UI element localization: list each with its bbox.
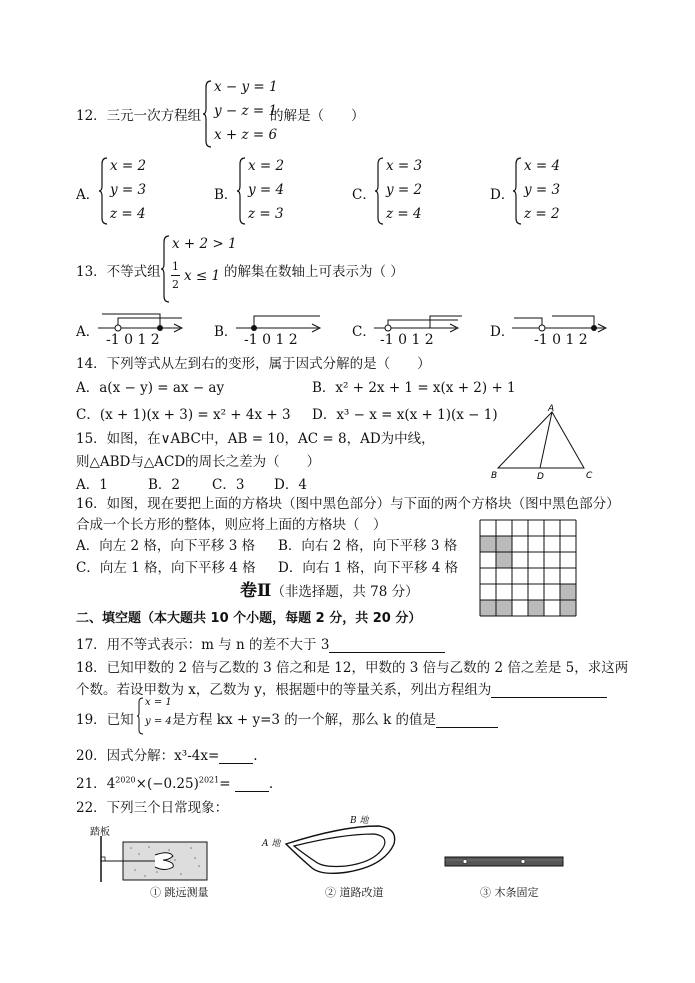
q14-stem: 14．下列等式从左到右的变形，属于因式分解的是（ ） <box>76 356 431 372</box>
q15-option-d: D．4 <box>274 477 307 493</box>
board-label: 踏板 <box>90 827 110 838</box>
shaded-cell <box>560 600 576 616</box>
q13-stem: 13．不等式组 <box>76 264 161 280</box>
q13-suffix: 的解集在数轴上可表示为（ ） <box>224 264 404 280</box>
caption-2: ② 道路改道 <box>325 886 384 899</box>
shaded-cell <box>496 600 512 616</box>
q16-option-a: A．向左 2 格，向下平移 3 格 <box>76 538 256 554</box>
shaded-cell <box>480 600 496 616</box>
q17: 17．用不等式表示：m 与 n 的差不大于 3 <box>76 633 445 653</box>
part2-heading: 卷Ⅱ（非选择题，共 78 分） <box>240 581 419 601</box>
option-label: A． <box>76 324 100 340</box>
option-label: B． <box>214 324 238 340</box>
answer-blank[interactable] <box>329 638 445 653</box>
long-jump-figure <box>95 836 213 882</box>
road-figure <box>282 822 400 880</box>
left-brace-icon <box>98 156 108 226</box>
b-place-label: B 地 <box>350 816 369 826</box>
wood-strip-figure <box>443 854 567 870</box>
left-brace-icon <box>374 156 384 226</box>
q22-stem: 22．下列三个日常现象： <box>76 800 229 816</box>
option-label: C． <box>352 324 376 340</box>
q12-option-c: x = 3 y = 2 z = 4 <box>374 156 444 226</box>
grid-figure <box>479 519 579 617</box>
left-brace-icon <box>160 234 170 304</box>
q19-suffix: 是方程 kx + y=3 的一个解，那么 k 的值是 <box>172 708 498 728</box>
answer-blank[interactable] <box>491 683 607 698</box>
label-a: A <box>548 404 555 414</box>
shaded-cell <box>496 552 512 568</box>
option-label: D． <box>490 187 515 203</box>
section2-heading: 二、填空题（本大题共 10 个小题，每题 2 分，共 20 分） <box>76 611 422 626</box>
option-label: B． <box>214 187 238 203</box>
option-label: D． <box>490 324 515 340</box>
q16-option-d: D．向右 1 格，向下平移 4 格 <box>278 560 459 576</box>
q13-system: x + 2 > 1 1 2 x ≤ 1 <box>160 234 230 304</box>
axis-ticks: -1 0 1 2 <box>106 332 160 348</box>
q18-line1: 18．已知甲数的 2 倍与乙数的 3 倍之和是 12，甲数的 3 倍与乙数的 2 倍之差是 5，求这两 <box>76 660 629 676</box>
q15-option-a: A．1 <box>76 477 108 493</box>
equation-line: y − z = 1 <box>214 103 278 119</box>
axis-ticks: -1 0 1 2 <box>380 332 434 348</box>
q19-prefix: 19．已知 <box>76 712 134 728</box>
q16-option-b: B．向右 2 格，向下平移 3 格 <box>278 538 458 554</box>
left-brace-icon <box>512 156 522 226</box>
option-label: C． <box>352 187 376 203</box>
triangle-figure <box>488 402 598 482</box>
q12-suffix: 的解是（ ） <box>270 108 365 124</box>
shaded-cell <box>480 536 496 552</box>
q16-line2: 合成一个长方形的整体，则应将上面的方格块（ ） <box>76 517 387 533</box>
left-brace-icon <box>202 79 212 149</box>
shaded-cell <box>496 536 512 552</box>
shaded-cell <box>560 584 576 600</box>
q16-line1: 16．如图，现在要把上面的方格块（图中黑色部分）与下面的两个方格块（图中黑色部分） <box>76 496 620 512</box>
shaded-cell <box>528 600 544 616</box>
q15-option-c: C．3 <box>212 477 245 493</box>
q18-line2: 个数。若设甲数为 x，乙数为 y，根据题中的等量关系，列出方程组为 <box>76 678 607 698</box>
q15-line1: 15．如图，在∨ABC中，AB = 10，AC = 8，AD为中线， <box>76 431 435 447</box>
q16-option-c: C．向左 1 格，向下平移 4 格 <box>76 560 256 576</box>
option-label: A． <box>76 187 100 203</box>
left-brace-icon <box>136 697 144 735</box>
q19-system: x = 1 y = 4 <box>136 697 176 737</box>
q21: 21．$4^{2020}\times(-0.25)^{2021}=$ . <box>76 775 274 792</box>
caption-1: ① 跳远测量 <box>150 886 209 899</box>
answer-blank[interactable] <box>219 749 253 764</box>
caption-3: ③ 木条固定 <box>480 886 539 899</box>
answer-blank[interactable] <box>235 777 269 792</box>
axis-ticks: -1 0 1 2 <box>244 332 298 348</box>
q14-option-d: D．x³ − x = x(x + 1)(x − 1) <box>312 407 498 423</box>
q14-option-b: B．x² + 2x + 1 = x(x + 2) + 1 <box>312 380 516 396</box>
equation-line: x − y = 1 <box>214 79 278 95</box>
q20: 20．因式分解：x³-4x= . <box>76 748 258 764</box>
q14-option-a: A．a(x − y) = ax − ay <box>76 380 225 396</box>
q12-option-d: x = 4 y = 3 z = 2 <box>512 156 582 226</box>
equation-line: x + z = 6 <box>214 127 278 143</box>
axis-ticks: -1 0 1 2 <box>534 332 588 348</box>
answer-blank[interactable] <box>436 713 498 728</box>
a-place-label: A 地 <box>262 839 281 849</box>
q15-line2: 则△ABD与△ACD的周长之差为（ ） <box>76 454 321 470</box>
q15-option-b: B．2 <box>148 477 181 493</box>
label-d: D <box>537 472 544 482</box>
q12-stem: 12．三元一次方程组 <box>76 108 202 124</box>
q12-option-b: x = 2 y = 4 z = 3 <box>236 156 306 226</box>
q14-option-c: C．(x + 1)(x + 3) = x² + 4x + 3 <box>76 407 291 423</box>
left-brace-icon <box>236 156 246 226</box>
label-b: B <box>491 471 498 481</box>
q12-option-a: x = 2 y = 3 z = 4 <box>98 156 168 226</box>
label-c: C <box>586 471 593 481</box>
